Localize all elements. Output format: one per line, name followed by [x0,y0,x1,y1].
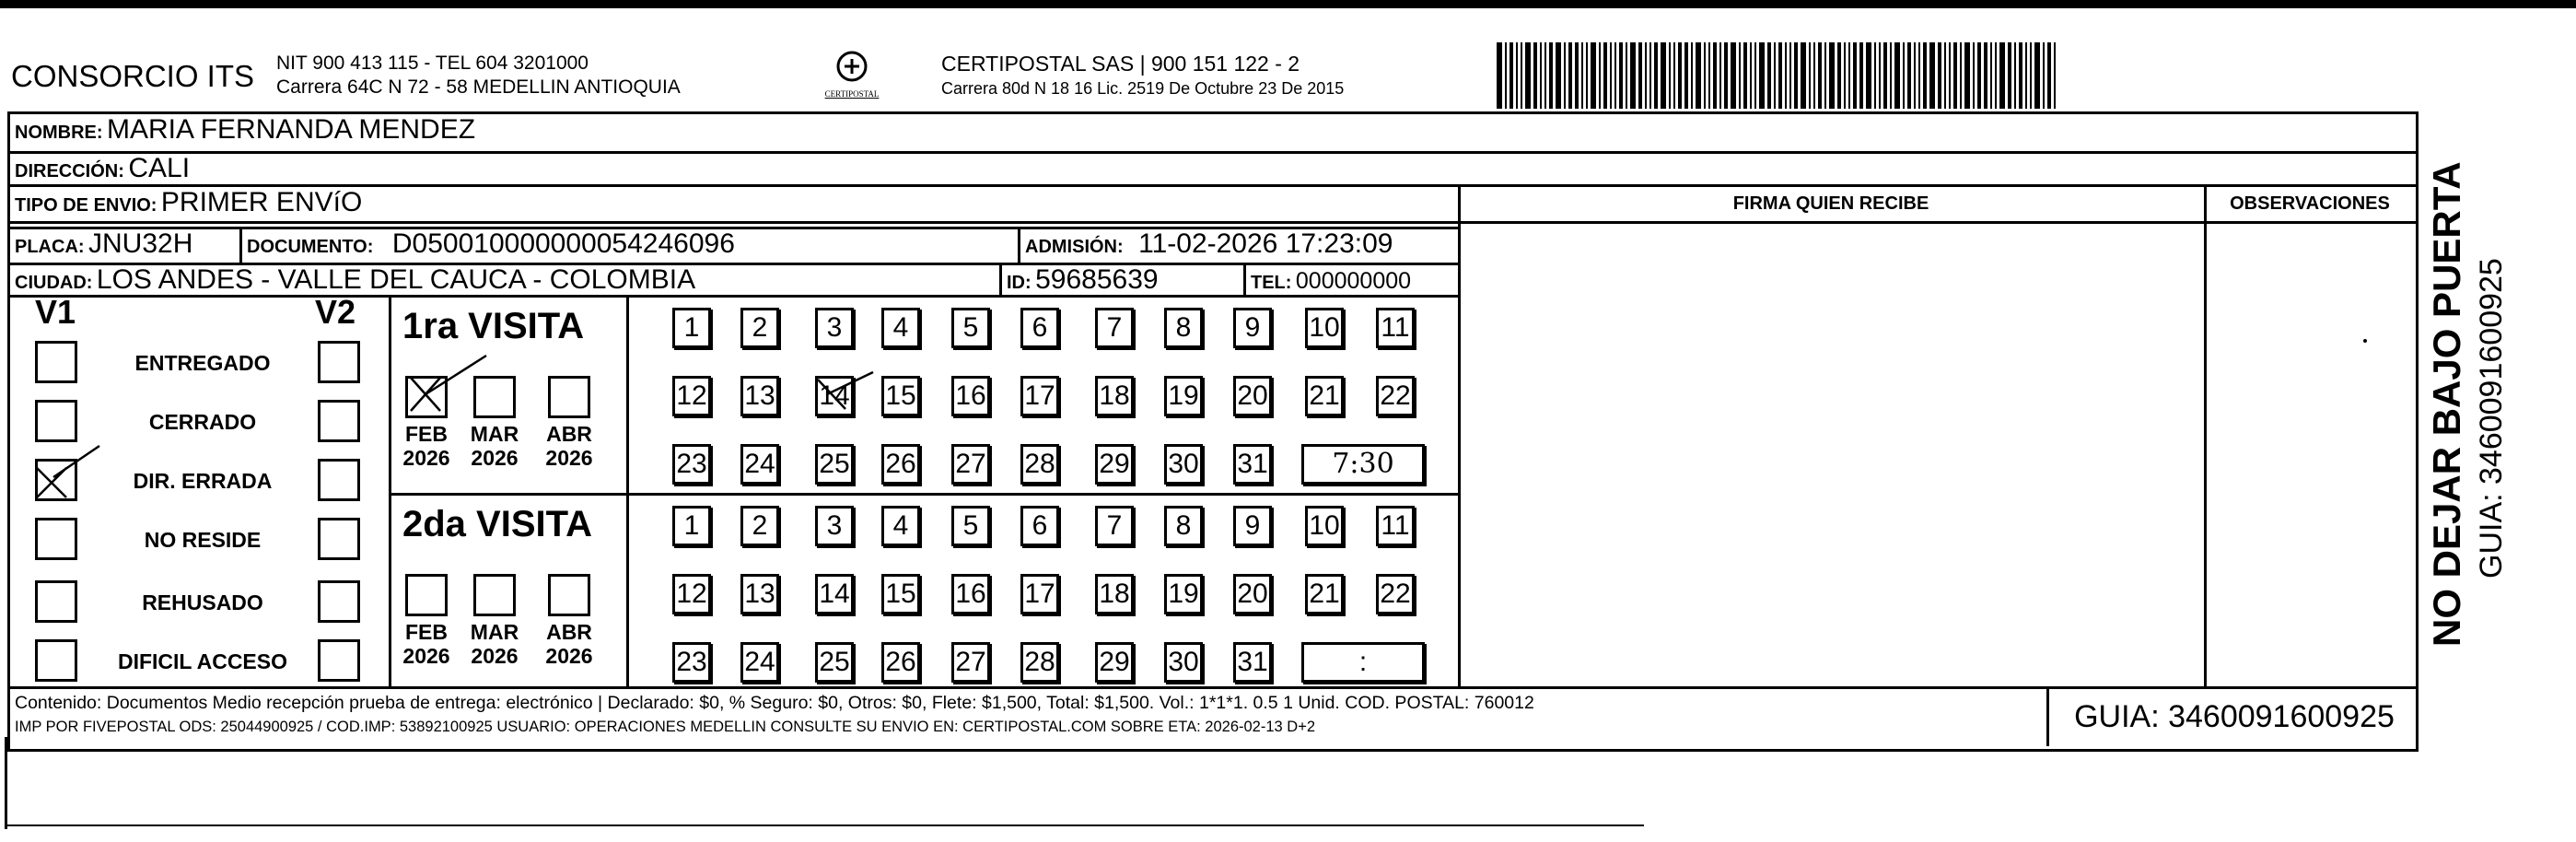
logo-text: CERTIPOSTAL [824,89,880,99]
time-field[interactable]: 7:30 [1301,444,1425,485]
day-cell[interactable]: 8 [1164,506,1203,546]
tel-label: TEL: [1251,273,1292,293]
status-label: DIR. ERRADA [133,469,273,493]
company-name: CONSORCIO ITS [11,59,255,93]
certipostal-license: Carrera 80d N 18 16 Lic. 2519 De Octubre 23 De 2015 [941,79,1345,98]
tipo-value: PRIMER ENVíO [160,187,363,217]
visit-title: 2da VISITA [402,504,592,544]
direccion-label: DIRECCIÓN: [15,161,124,181]
day-cell[interactable]: 23 [672,642,711,683]
day-cell[interactable]: 5 [951,506,990,546]
day-cell[interactable]: 19 [1164,574,1203,614]
ciudad-value: LOS ANDES - VALLE DEL CAUCA - COLOMBIA [96,264,696,295]
company-nit: NIT 900 413 115 - TEL 604 3201000 [276,53,589,74]
day-cell[interactable]: 10 [1305,308,1344,348]
day-cell[interactable]: 29 [1095,444,1134,485]
month-name: FEB [405,422,448,446]
day-cell[interactable]: 14 [815,574,854,614]
day-cell[interactable]: 24 [740,444,779,485]
day-cell[interactable]: 13 [740,376,779,416]
footer-imp: IMP POR FIVEPOSTAL ODS: 25044900925 / COD.IMP: 53892100925 USUARIO: OPERACIONES MEDELLIN CONSULTE SU ENVIO EN: CERTIPOSTAL.COM SOBRE ETA: 2026-02-13 D+2 [15,719,1316,735]
day-cell[interactable]: 31 [1233,444,1272,485]
day-cell[interactable]: 7 [1095,308,1134,348]
day-cell[interactable]: 29 [1095,642,1134,683]
day-cell[interactable]: 16 [951,574,990,614]
day-cell[interactable]: 17 [1020,376,1059,416]
month-year: 2026 [545,644,593,668]
day-cell[interactable]: 6 [1020,308,1059,348]
status-label: CERRADO [148,410,257,434]
day-cell[interactable]: 4 [881,506,920,546]
side-warning: NO DEJAR BAJO PUERTA [2425,161,2468,647]
id-value: 59685639 [1035,264,1159,295]
day-cell[interactable]: 2 [740,506,779,546]
day-cell[interactable]: 16 [951,376,990,416]
day-cell[interactable]: 21 [1305,376,1344,416]
day-cell[interactable]: 19 [1164,376,1203,416]
id-label: ID: [1007,273,1032,293]
tipo-label: TIPO DE ENVIO: [15,195,157,216]
firma-header: FIRMA QUIEN RECIBE [1732,193,1929,214]
footer-contenido: Contenido: Documentos Medio recepción prueba de entrega: electrónico | Declarado: $0, % Seguro: $0, Otros: $0, Flete: $1,500, Total: $1,500. Vol.: 1*1*1. 0.5 1 Unid. COD. POSTAL: 760012 [15,693,1534,713]
time-field[interactable]: : [1301,642,1425,683]
observaciones-header: OBSERVACIONES [2230,193,2390,214]
month-year: 2026 [545,446,593,470]
day-cell[interactable]: 2 [740,308,779,348]
nombre-label: NOMBRE: [15,123,103,143]
v1-header: V1 [35,293,76,331]
day-cell[interactable]: 28 [1020,642,1059,683]
side-guia: GUIA: 3460091600925 [2474,258,2509,579]
day-cell[interactable]: 18 [1095,376,1134,416]
status-label: NO RESIDE [144,528,262,552]
day-cell[interactable]: 26 [881,642,920,683]
day-cell[interactable]: 31 [1233,642,1272,683]
footer-guia: GUIA: 3460091600925 [2074,699,2395,734]
day-cell[interactable]: 12 [672,376,711,416]
day-cell[interactable]: 17 [1020,574,1059,614]
day-cell[interactable]: 30 [1164,642,1203,683]
day-cell[interactable]: 24 [740,642,779,683]
day-cell[interactable]: 20 [1233,376,1272,416]
month-year: 2026 [402,446,450,470]
observation-dot [2363,339,2367,343]
day-cell[interactable]: 25 [815,444,854,485]
month-name: ABR [546,620,592,644]
day-cell[interactable]: 4 [881,308,920,348]
day-cell[interactable]: 1 [672,308,711,348]
day-cell[interactable]: 3 [815,308,854,348]
day-cell[interactable]: 13 [740,574,779,614]
month-name: FEB [405,620,448,644]
placa-value: JNU32H [88,228,193,259]
day-cell[interactable]: 22 [1376,376,1415,416]
day-cell[interactable]: 15 [881,376,920,416]
day-cell[interactable]: 11 [1376,506,1415,546]
day-cell[interactable]: 11 [1376,308,1415,348]
v1-check-mark [37,446,99,497]
month-name: MAR [470,422,519,446]
day-cell[interactable]: 20 [1233,574,1272,614]
month-year: 2026 [471,644,519,668]
v2-header: V2 [315,293,356,331]
day-cell[interactable]: 23 [672,444,711,485]
day-cell[interactable]: 14 [815,376,854,416]
day-cell[interactable]: 15 [881,574,920,614]
day-cell[interactable]: 12 [672,574,711,614]
day-14-mark [818,372,873,409]
day-cell[interactable]: 18 [1095,574,1134,614]
day-cell[interactable]: 30 [1164,444,1203,485]
day-cell[interactable]: 3 [815,506,854,546]
status-label: ENTREGADO [134,351,271,375]
month-year: 2026 [402,644,450,668]
status-label: DIFICIL ACCESO [117,649,287,673]
feb-check-mark [411,356,486,411]
day-cell[interactable]: 21 [1305,574,1344,614]
certipostal-line: CERTIPOSTAL SAS | 900 151 122 - 2 [941,52,1300,76]
day-cell[interactable]: 6 [1020,506,1059,546]
day-cell[interactable]: 7 [1095,506,1134,546]
status-label: REHUSADO [142,591,263,614]
direccion-value: CALI [128,153,191,183]
day-cell[interactable]: 28 [1020,444,1059,485]
visit-title: 1ra VISITA [402,306,585,346]
documento-value: D050010000000054246096 [391,228,735,259]
day-cell[interactable]: 22 [1376,574,1415,614]
placa-label: PLACA: [15,237,85,257]
documento-label: DOCUMENTO: [247,237,374,257]
admision-value: 11-02-2026 17:23:09 [1138,228,1393,259]
day-cell[interactable]: 25 [815,642,854,683]
company-address: Carrera 64C N 72 - 58 MEDELLIN ANTIOQUIA [276,76,681,98]
day-cell[interactable]: 26 [881,444,920,485]
day-cell[interactable]: 9 [1233,506,1272,546]
nombre-value: MARIA FERNANDA MENDEZ [107,114,476,145]
tel-value: 000000000 [1295,268,1412,294]
day-cell[interactable]: 27 [951,444,990,485]
admision-label: ADMISIÓN: [1025,237,1124,257]
day-cell[interactable]: 9 [1233,308,1272,348]
ciudad-label: CIUDAD: [15,273,93,293]
day-cell[interactable]: 8 [1164,308,1203,348]
month-name: ABR [546,422,592,446]
day-cell[interactable]: 27 [951,642,990,683]
day-cell[interactable]: 1 [672,506,711,546]
month-year: 2026 [471,446,519,470]
month-name: MAR [470,620,519,644]
day-cell[interactable]: 5 [951,308,990,348]
day-cell[interactable]: 10 [1305,506,1344,546]
